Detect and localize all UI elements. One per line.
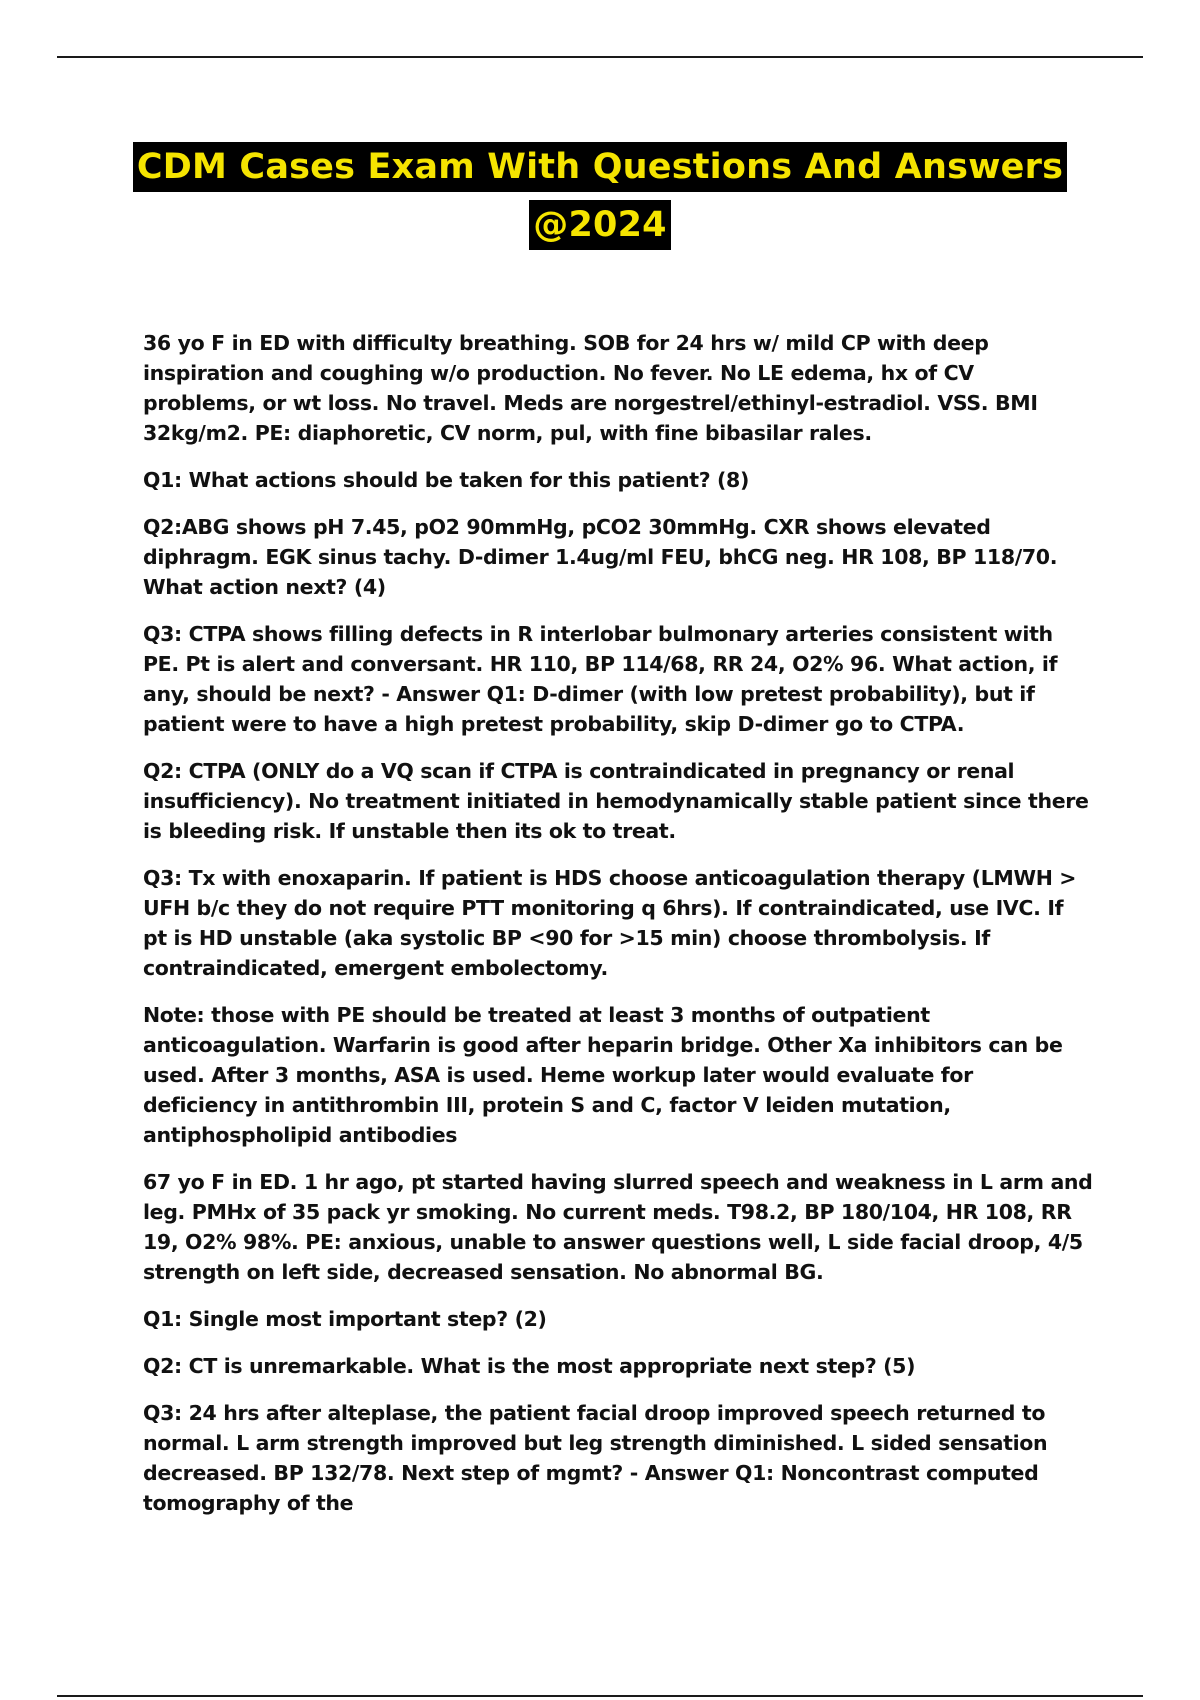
case-1-answer-2: Q2: CTPA (ONLY do a VQ scan if CTPA is contraindicated in pregnancy or renal insufficiency). No treatment initiated in hemodynamically stable patient since there is bleeding risk. If unstable then its ok to treat.: [143, 759, 1089, 843]
case-1-question-2: Q2:ABG shows pH 7.45, pO2 90mmHg, pCO2 30mmHg. CXR shows elevated diphragm. EGK sinus tachy. D-dimer 1.4ug/ml FEU, bhCG neg. HR 108, BP 118/70. What action next? (4): [143, 515, 1058, 599]
document-body: [143, 328, 1093, 1535]
case-1-question-1: Q1: What actions should be taken for this patient? (8): [143, 468, 749, 492]
document-title: [0, 142, 1200, 250]
title-line-1: CDM Cases Exam With Questions And Answers: [133, 142, 1067, 192]
case-1-question-3-answer-1: Q3: CTPA shows filling defects in R interlobar bulmonary arteries consistent with PE. Pt is alert and conversant. HR 110, BP 114/68, RR 24, O2% 96. What action, if any, should be next? - Answer Q1: D-dimer (with low pretest probability), but if patient were to have a high pretest probability, skip D-dimer go to CTPA.: [143, 622, 1058, 736]
top-rule: [57, 56, 1143, 58]
bottom-rule: [57, 1695, 1143, 1697]
case-1-note: Note: those with PE should be treated at least 3 months of outpatient anticoagulation. Warfarin is good after heparin bridge. Other Xa inhibitors can be used. After 3 months, ASA is used. Heme workup later would evaluate for deficiency in antithrombin III, protein S and C, factor V leiden mutation, antiphospholipid antibodies: [143, 1003, 1063, 1147]
case-2-question-2: Q2: CT is unremarkable. What is the most appropriate next step? (5): [143, 1354, 916, 1378]
case-2-question-1: Q1: Single most important step? (2): [143, 1307, 547, 1331]
case-1-vignette: 36 yo F in ED with difficulty breathing. SOB for 24 hrs w/ mild CP with deep inspiration and coughing w/o production. No fever. No LE edema, hx of CV problems, or wt loss. No travel. Meds are norgestrel/ethinyl-estradiol. VSS. BMI 32kg/m2. PE: diaphoretic, CV norm, pul, with fine bibasilar rales.: [143, 331, 1038, 445]
title-line-2: @2024: [529, 200, 670, 250]
case-1-answer-3: Q3: Tx with enoxaparin. If patient is HDS choose anticoagulation therapy (LMWH > UFH b/c they do not require PTT monitoring q 6hrs). If contraindicated, use IVC. If pt is HD unstable (aka systolic BP <90 for >15 min) choose thrombolysis. If contraindicated, emergent embolectomy.: [143, 866, 1077, 980]
case-2-vignette: 67 yo F in ED. 1 hr ago, pt started having slurred speech and weakness in L arm and leg. PMHx of 35 pack yr smoking. No current meds. T98.2, BP 180/104, HR 108, RR 19, O2% 98%. PE: anxious, unable to answer questions well, L side facial droop, 4/5 strength on left side, decreased sensation. No abnormal BG.: [143, 1170, 1093, 1284]
case-2-question-3-answer-1: Q3: 24 hrs after alteplase, the patient facial droop improved speech returned to normal. L arm strength improved but leg strength diminished. L sided sensation decreased. BP 132/78. Next step of mgmt? - Answer Q1: Noncontrast computed tomography of the: [143, 1401, 1048, 1515]
